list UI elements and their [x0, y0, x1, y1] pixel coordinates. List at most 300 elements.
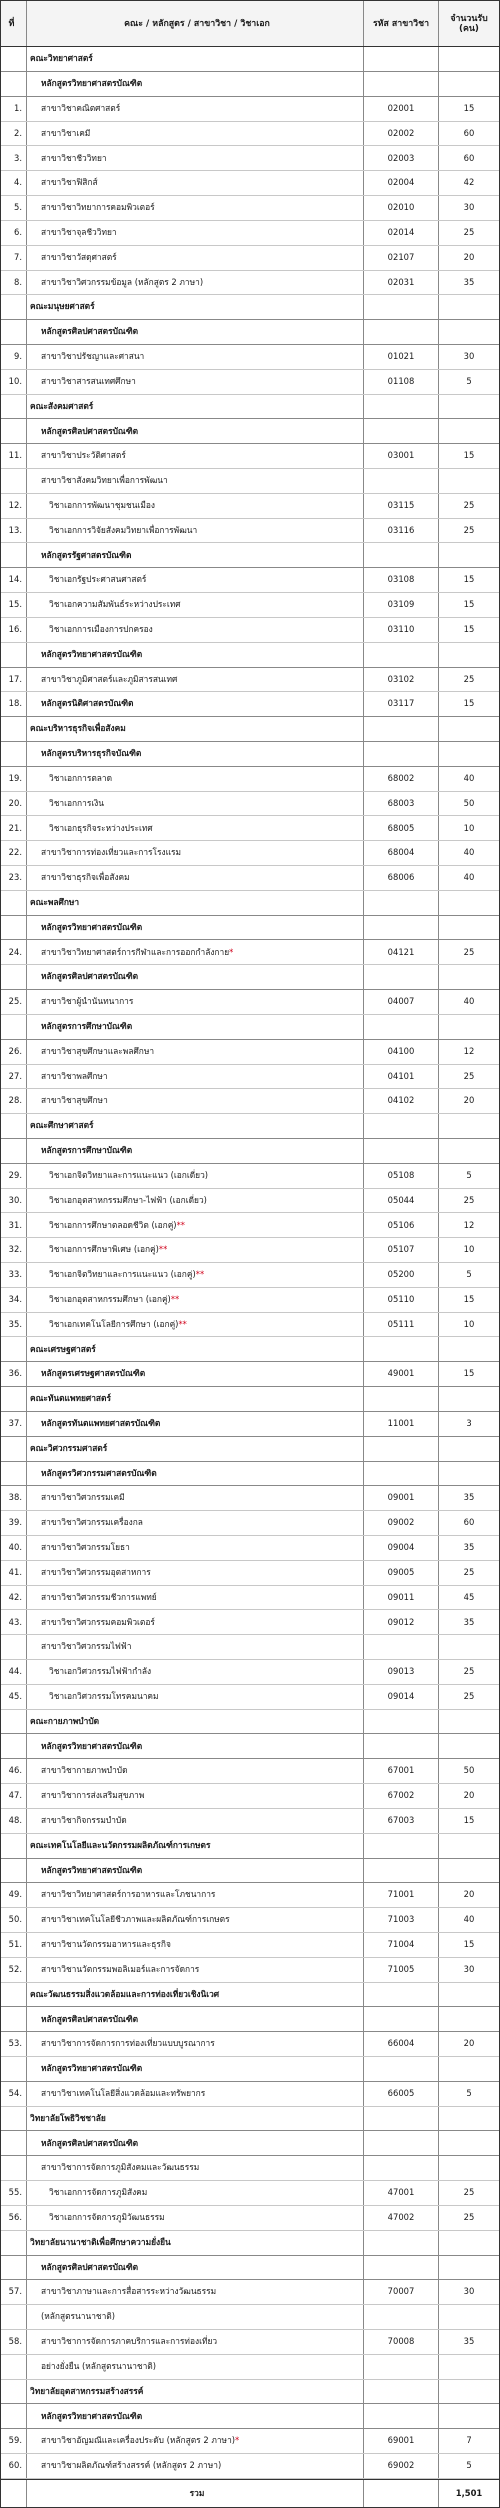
row-quota: 42 — [463, 177, 475, 188]
row-number — [1, 1983, 27, 2007]
row-number: 10. — [1, 370, 27, 394]
row-name-text: อย่างยั่งยืน (หลักสูตรนานาชาติ) — [41, 2360, 157, 2371]
row-code: 09004 — [364, 1536, 439, 1560]
table-row — [1, 196, 499, 221]
row-name — [27, 1089, 364, 1113]
row-code: 71003 — [364, 1908, 439, 1932]
row-number: 12. — [1, 494, 27, 518]
row-quota: 5 — [466, 2460, 472, 2471]
row-name — [27, 469, 364, 493]
row-quota — [439, 2007, 499, 2031]
row-name-text: สาขาวิชาเทคโนโลยีชีวภาพและผลิตภัณฑ์การเกษตร — [41, 1914, 230, 1925]
row-number: 49. — [1, 1883, 27, 1907]
row-name — [27, 568, 364, 592]
row-name — [27, 2280, 364, 2304]
row-name — [27, 494, 364, 518]
row-name — [27, 2057, 364, 2081]
row-name — [27, 1164, 364, 1188]
row-name — [27, 345, 364, 369]
program-row — [1, 643, 499, 668]
header-code: รหัส สาขาวิชา — [364, 1, 439, 46]
row-quota — [439, 2057, 499, 2081]
row-number — [1, 1710, 27, 1734]
row-number: 20. — [1, 792, 27, 816]
row-code: 09001 — [364, 1486, 439, 1510]
row-name-text: สาขาวิชาวิศวกรรมข้อมูล (หลักสูตร 2 ภาษา) — [41, 276, 204, 287]
row-quota: 15 — [463, 1368, 475, 1379]
row-number — [1, 643, 27, 667]
table-row — [1, 1189, 499, 1214]
row-number — [1, 2256, 27, 2280]
row-quota — [439, 2305, 499, 2329]
program-row — [1, 2131, 499, 2156]
row-name-text: คณะศึกษาศาสตร์ — [30, 1120, 94, 1131]
row-code: 01108 — [364, 370, 439, 394]
row-quota: 20 — [463, 1889, 475, 1900]
row-quota — [439, 1834, 499, 1858]
row-name-text: สาขาวิชาสุขศึกษาและพลศึกษา — [41, 1045, 155, 1056]
row-name — [27, 1065, 364, 1089]
program-row — [1, 2404, 499, 2429]
table-row — [1, 1660, 499, 1685]
row-name — [27, 1561, 364, 1585]
row-name-text: วิชาเอกการตลาด — [49, 772, 113, 783]
row-name-text: วิชาเอกการเงิน — [49, 797, 105, 808]
row-quota: 25 — [463, 227, 475, 237]
row-number — [1, 395, 27, 419]
row-quota — [439, 965, 499, 989]
table-row — [1, 271, 499, 296]
row-quota: 45 — [463, 1591, 475, 1602]
row-code — [364, 295, 439, 319]
row-quota: 5 — [466, 1169, 472, 1180]
row-name — [27, 519, 364, 543]
row-number: 50. — [1, 1908, 27, 1932]
row-quota: 7 — [466, 2435, 472, 2446]
row-name-text: วิชาเอกอุตสาหกรรมศึกษา-ไฟฟ้า (เอกเดี่ยว) — [49, 1194, 207, 1205]
row-code — [364, 1734, 439, 1758]
row-quota: 40 — [463, 772, 475, 783]
row-number: 25. — [1, 990, 27, 1014]
row-quota — [439, 1983, 499, 2007]
row-quota — [439, 1734, 499, 1758]
row-number — [1, 1462, 27, 1486]
program-row — [1, 742, 499, 767]
row-code — [364, 1859, 439, 1883]
row-quota: 25 — [463, 946, 475, 957]
row-name-text: หลักสูตรวิทยาศาสตรบัณฑิต — [41, 2410, 143, 2421]
row-name — [27, 1635, 364, 1659]
row-code: 03001 — [364, 444, 439, 468]
row-name-text: สาขาวิชาวิศวกรรมเคมี — [41, 1492, 125, 1503]
row-number — [1, 2131, 27, 2155]
row-name-text: คณะเทคโนโลยีและนวัตกรรมผลิตภัณฑ์การเกษตร — [30, 1839, 211, 1850]
row-number — [1, 2231, 27, 2255]
row-name-text: คณะสังคมศาสตร์ — [30, 400, 94, 411]
row-quota: 25 — [463, 2212, 475, 2222]
row-quota: 25 — [463, 499, 475, 510]
row-code: 05111 — [364, 1313, 439, 1337]
row-code — [364, 1015, 439, 1039]
row-name — [27, 742, 364, 766]
table-row — [1, 1759, 499, 1784]
row-name-text: วิชาเอกการจัดการภูมิวัฒนธรรม — [49, 2212, 165, 2222]
row-number: 29. — [1, 1164, 27, 1188]
table-row — [1, 1586, 499, 1611]
faculty-row — [1, 2107, 499, 2132]
row-name — [27, 1114, 364, 1138]
table-row — [1, 221, 499, 246]
total-no-cell — [1, 2480, 27, 2507]
row-number — [1, 1437, 27, 1461]
row-quota — [439, 1015, 499, 1039]
table-row — [1, 2032, 499, 2057]
row-name-text: สาขาวิชาวิศวกรรมไฟฟ้า — [41, 1641, 132, 1652]
total-code-cell — [364, 2480, 439, 2507]
row-name-text: สาขาวิชานวัตกรรมอาหารและธุรกิจ — [41, 1939, 171, 1950]
table-row — [1, 2305, 499, 2330]
row-code: 05108 — [364, 1164, 439, 1188]
row-name — [27, 2429, 364, 2453]
table-row — [1, 1784, 499, 1809]
row-code — [364, 1834, 439, 1858]
table-row — [1, 990, 499, 1015]
table-row — [1, 816, 499, 841]
faculty-row — [1, 891, 499, 916]
faculty-row — [1, 1834, 499, 1859]
row-number: 14. — [1, 568, 27, 592]
row-quota: 40 — [463, 872, 475, 883]
row-code — [364, 2355, 439, 2379]
row-number: 16. — [1, 618, 27, 642]
row-number: 17. — [1, 668, 27, 692]
row-code — [364, 2305, 439, 2329]
row-name — [27, 1710, 364, 1734]
table-row — [1, 1610, 499, 1635]
row-name — [27, 370, 364, 394]
row-number — [1, 2057, 27, 2081]
row-number — [1, 916, 27, 940]
row-name-text: สาขาวิชาภูมิศาสตร์และภูมิสารสนเทศ — [41, 673, 178, 684]
table-row — [1, 792, 499, 817]
row-code: 67003 — [364, 1809, 439, 1833]
row-name-text: หลักสูตรวิทยาศาสตรบัณฑิต — [41, 921, 143, 932]
row-name-text: สาขาวิชาวิศวกรรมเครื่องกล — [41, 1517, 143, 1528]
program-row — [1, 1139, 499, 1164]
table-row — [1, 841, 499, 866]
row-quota: 35 — [463, 276, 475, 287]
row-code: 09002 — [364, 1511, 439, 1535]
row-quota: 15 — [463, 102, 475, 113]
row-code: 03102 — [364, 668, 439, 692]
row-name — [27, 1337, 364, 1361]
table-row — [1, 1908, 499, 1933]
row-name — [27, 1809, 364, 1833]
table-row — [1, 767, 499, 792]
row-code: 03117 — [364, 692, 439, 716]
table-row — [1, 1883, 499, 1908]
row-name-text: หลักสูตรวิทยาศาสตรบัณฑิต — [41, 2063, 143, 2074]
row-name — [27, 2355, 364, 2379]
row-name-text: หลักสูตรวิทยาศาสตรบัณฑิต — [41, 1740, 143, 1751]
row-quota: 15 — [463, 574, 475, 585]
table-row — [1, 122, 499, 147]
row-name — [27, 2082, 364, 2106]
row-code: 02003 — [364, 146, 439, 170]
row-number: 36. — [1, 1362, 27, 1386]
row-quota: 15 — [463, 698, 475, 709]
row-number — [1, 1734, 27, 1758]
row-name-text: หลักสูตรการศึกษาบัณฑิต — [41, 1021, 133, 1031]
row-code: 68006 — [364, 866, 439, 890]
table-row — [1, 1164, 499, 1189]
row-name-text: สาขาวิชาวิศวกรรมโยธา — [41, 1542, 130, 1553]
row-name — [27, 692, 364, 716]
row-quota: 30 — [463, 2286, 475, 2297]
row-name — [27, 1685, 364, 1709]
row-code — [364, 2404, 439, 2428]
row-quota: 25 — [463, 524, 475, 535]
row-quota — [439, 295, 499, 319]
row-name-text: สาขาวิชาการจัดการภูมิสังคมและวัฒนธรรม — [41, 2162, 200, 2173]
table-row — [1, 1065, 499, 1090]
table-row — [1, 1288, 499, 1313]
row-name — [27, 2107, 364, 2131]
row-quota: 35 — [463, 1542, 475, 1553]
row-name-text: วิชาเอกวิศวกรรมโทรคมนาคม — [49, 1690, 159, 1701]
row-code: 04100 — [364, 1040, 439, 1064]
row-number: 28. — [1, 1089, 27, 1113]
row-code: 05107 — [364, 1238, 439, 1262]
row-number: 1. — [1, 97, 27, 121]
row-code: 04007 — [364, 990, 439, 1014]
row-quota: 25 — [463, 673, 475, 684]
row-code: 68003 — [364, 792, 439, 816]
row-number: 37. — [1, 1412, 27, 1436]
program-row — [1, 419, 499, 444]
row-name — [27, 717, 364, 741]
row-code — [364, 47, 439, 71]
row-number — [1, 47, 27, 71]
table-row — [1, 1263, 499, 1288]
program-row — [1, 72, 499, 97]
row-quota: 40 — [463, 847, 475, 858]
row-number — [1, 469, 27, 493]
program-row — [1, 916, 499, 941]
row-number: 19. — [1, 767, 27, 791]
row-name — [27, 320, 364, 344]
faculty-row — [1, 717, 499, 742]
row-code: 05110 — [364, 1288, 439, 1312]
faculty-row — [1, 1337, 499, 1362]
row-name — [27, 2231, 364, 2255]
footnote-mark: ** — [176, 1219, 185, 1230]
row-number: 13. — [1, 519, 27, 543]
table-row — [1, 2206, 499, 2231]
row-number: 52. — [1, 1958, 27, 1982]
row-name-text: คณะมนุษยศาสตร์ — [30, 301, 95, 312]
row-name — [27, 816, 364, 840]
row-code: 03110 — [364, 618, 439, 642]
footnote-mark: * — [235, 2435, 240, 2446]
row-name-text: สาขาวิชาวิศวกรรมอุตสาหการ — [41, 1566, 151, 1577]
row-name — [27, 965, 364, 989]
row-number: 32. — [1, 1238, 27, 1262]
row-code: 67001 — [364, 1759, 439, 1783]
row-code: 09012 — [364, 1610, 439, 1634]
row-number — [1, 1337, 27, 1361]
program-row — [1, 692, 499, 717]
row-name — [27, 2380, 364, 2404]
row-number: 31. — [1, 1213, 27, 1237]
row-name-text: หลักสูตรศิลปศาสตรบัณฑิต — [41, 971, 139, 982]
row-name — [27, 395, 364, 419]
row-quota — [439, 2404, 499, 2428]
row-name — [27, 97, 364, 121]
row-name — [27, 792, 364, 816]
row-name-text: วิชาเอกจิตวิทยาและการแนะแนว (เอกเดี่ยว) — [49, 1169, 209, 1180]
row-code: 69001 — [364, 2429, 439, 2453]
row-code — [364, 395, 439, 419]
row-name-text: สาขาวิชาชีววิทยา — [41, 152, 107, 163]
row-name-text: วิชาเอกการศึกษาตลอดชีวิต (เอกคู่) — [49, 1219, 177, 1230]
row-name — [27, 2156, 364, 2180]
row-name-text: สาขาวิชาพลศึกษา — [41, 1070, 108, 1081]
row-name — [27, 1859, 364, 1883]
row-name-text: คณะวัฒนธรรมสิ่งแวดล้อมและการท่องเที่ยวเชิงนิเวศ — [30, 1988, 220, 1999]
row-number — [1, 2107, 27, 2131]
row-name-text: หลักสูตรศิลปศาสตรบัณฑิต — [41, 2137, 139, 2148]
row-name-text: คณะพลศึกษา — [30, 896, 80, 907]
table-row — [1, 246, 499, 271]
table-row — [1, 1536, 499, 1561]
row-name-text: หลักสูตรรัฐศาสตรบัณฑิต — [41, 549, 132, 560]
row-quota — [439, 395, 499, 419]
faculty-row — [1, 1983, 499, 2008]
row-quota: 15 — [463, 624, 475, 634]
row-code: 67002 — [364, 1784, 439, 1808]
table-row — [1, 668, 499, 693]
row-name — [27, 543, 364, 567]
faculty-row — [1, 1710, 499, 1735]
row-name-text: คณะวิทยาศาสตร์ — [30, 53, 93, 64]
row-name-text: วิทยาลัยอุตสาหกรรมสร้างสรรค์ — [30, 2385, 144, 2396]
row-name — [27, 668, 364, 692]
row-quota: 15 — [463, 1815, 475, 1825]
row-code — [364, 643, 439, 667]
row-number: 38. — [1, 1486, 27, 1510]
row-code — [364, 469, 439, 493]
header-name: คณะ / หลักสูตร / สาขาวิชา / วิชาเอก — [27, 1, 364, 46]
row-code: 47001 — [364, 2181, 439, 2205]
row-code — [364, 2256, 439, 2280]
row-number — [1, 1015, 27, 1039]
row-name — [27, 1362, 364, 1386]
row-number — [1, 72, 27, 96]
row-code: 02002 — [364, 122, 439, 146]
row-name — [27, 593, 364, 617]
row-number: 18. — [1, 692, 27, 716]
row-number: 21. — [1, 816, 27, 840]
row-number: 22. — [1, 841, 27, 865]
row-number — [1, 891, 27, 915]
row-quota: 20 — [463, 251, 475, 262]
row-name — [27, 2131, 364, 2155]
table-row — [1, 345, 499, 370]
row-quota — [439, 1859, 499, 1883]
table-row — [1, 2429, 499, 2454]
table-row — [1, 1635, 499, 1660]
row-quota: 12 — [463, 1045, 475, 1056]
row-quota — [439, 320, 499, 344]
row-number — [1, 1114, 27, 1138]
row-name — [27, 171, 364, 195]
row-name-text: วิทยาลัยโพธิวิชชาลัย — [30, 2112, 106, 2123]
table-row — [1, 2082, 499, 2107]
row-quota: 50 — [463, 1765, 475, 1776]
row-number: 59. — [1, 2429, 27, 2453]
row-quota: 20 — [463, 1790, 475, 1801]
row-name-text: สาขาวิชาอัญมณีและเครื่องประดับ (หลักสูตร 2 ภาษา) — [41, 2435, 236, 2446]
row-number — [1, 295, 27, 319]
row-quota — [439, 1710, 499, 1734]
table-row — [1, 370, 499, 395]
row-name-text: สาขาวิชาผลิตภัณฑ์สร้างสรรค์ (หลักสูตร 2 ภาษา) — [41, 2460, 222, 2471]
row-number — [1, 1834, 27, 1858]
row-name — [27, 1834, 364, 1858]
header-quota: จำนวนรับ (คน) — [450, 13, 488, 34]
row-name — [27, 916, 364, 940]
row-number: 58. — [1, 2330, 27, 2354]
row-name — [27, 47, 364, 71]
row-quota: 25 — [463, 2187, 475, 2198]
row-name — [27, 419, 364, 443]
row-quota: 5 — [466, 375, 472, 386]
row-quota: 15 — [463, 1939, 475, 1950]
row-name — [27, 1387, 364, 1411]
row-name-text: (หลักสูตรนานาชาติ) — [41, 2311, 115, 2322]
row-quota — [439, 1437, 499, 1461]
row-name-text: สาขาวิชากายภาพบำบัด — [41, 1765, 128, 1776]
row-code — [364, 965, 439, 989]
row-name-text: วิชาเอกอุตสาหกรรมศึกษา (เอกคู่) — [49, 1293, 171, 1304]
row-quota — [439, 47, 499, 71]
row-code: 05106 — [364, 1213, 439, 1237]
row-number — [1, 419, 27, 443]
row-name — [27, 1288, 364, 1312]
row-name — [27, 444, 364, 468]
row-name — [27, 1015, 364, 1039]
row-name — [27, 122, 364, 146]
row-name-text: สาขาวิชาวัสดุศาสตร์ — [41, 251, 117, 262]
row-code: 09014 — [364, 1685, 439, 1709]
row-name-text: หลักสูตรการศึกษาบัณฑิต — [41, 1145, 133, 1156]
row-code: 03116 — [364, 519, 439, 543]
row-code: 04102 — [364, 1089, 439, 1113]
row-quota: 35 — [463, 1616, 475, 1627]
row-quota: 35 — [463, 1492, 475, 1503]
table-row — [1, 469, 499, 494]
row-quota: 60 — [463, 127, 475, 138]
row-number: 41. — [1, 1561, 27, 1585]
row-name-text: สาขาวิชาธุรกิจเพื่อสังคม — [41, 872, 130, 883]
program-row — [1, 320, 499, 345]
row-code — [364, 543, 439, 567]
row-quota — [439, 469, 499, 493]
row-name-text: วิชาเอกการพัฒนาชุมชนเมือง — [49, 499, 155, 510]
row-code — [364, 1437, 439, 1461]
row-quota: 30 — [463, 202, 475, 213]
